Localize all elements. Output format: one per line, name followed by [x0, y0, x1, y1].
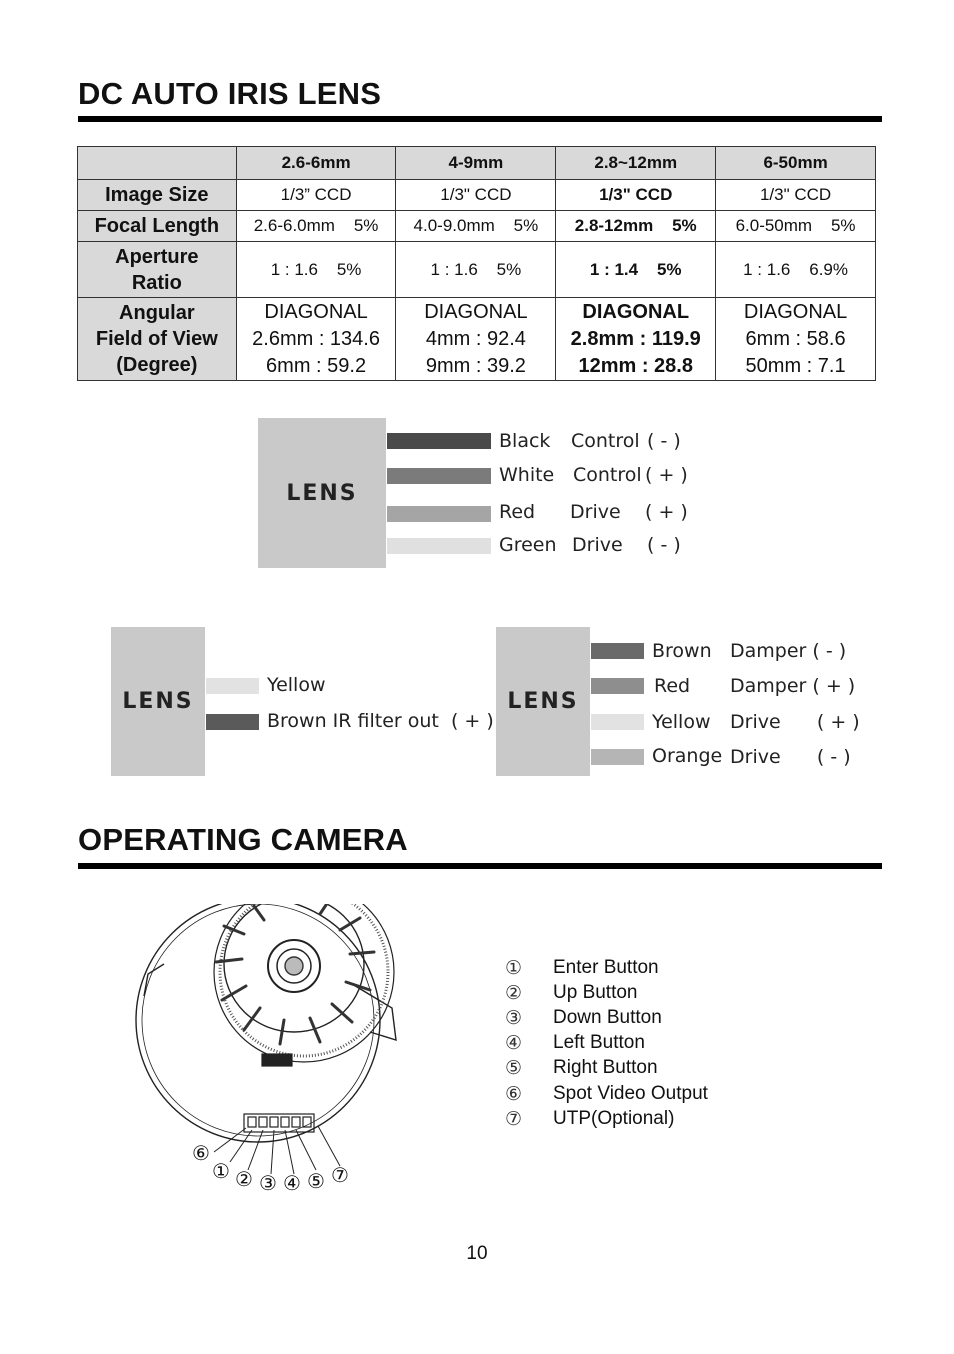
- table-header: 4-9mm: [396, 147, 556, 180]
- wire-func-label: Damper ( + ): [730, 675, 856, 697]
- wire-red: [387, 506, 491, 522]
- camera-drawing: [134, 904, 404, 1194]
- wire-orange: [591, 749, 644, 765]
- legend-label: Enter Button: [553, 956, 659, 978]
- table-cell: DIAGONAL 4mm : 92.4 9mm : 39.2: [396, 298, 556, 381]
- table-row: [78, 180, 876, 211]
- callout-1: ①: [212, 1159, 230, 1183]
- wire-sign-label: ( - ): [647, 534, 681, 556]
- legend-label: Up Button: [553, 981, 638, 1003]
- table-cell: 1 : 1.6 5%: [236, 242, 396, 298]
- legend-number: ④: [505, 1032, 523, 1055]
- wire-sign-label: ( + ): [645, 501, 688, 523]
- legend-label: UTP(Optional): [553, 1107, 675, 1129]
- wire-func-label: Drive ( - ): [730, 746, 851, 768]
- wire-func-label: Damper ( - ): [730, 640, 847, 662]
- wire-color-label: Red: [654, 675, 691, 697]
- wire-color-label: Black: [499, 430, 551, 452]
- legend-label: Down Button: [553, 1006, 662, 1028]
- list-item: [505, 1056, 708, 1081]
- list-item: [505, 955, 708, 980]
- callout-4: ④: [283, 1171, 301, 1194]
- wire-yellow: [591, 714, 644, 730]
- callout-5: ⑤: [307, 1169, 325, 1193]
- section-title-operating: OPERATING CAMERA: [78, 822, 408, 857]
- table-cell: 1/3” CCD: [236, 180, 396, 211]
- table-header: 2.8~12mm: [556, 147, 716, 180]
- callout-3: ③: [259, 1171, 277, 1194]
- table-header-blank: [78, 147, 237, 180]
- wire-func-label: Drive: [570, 501, 621, 523]
- wire-sign-label: ( + ): [645, 464, 688, 486]
- wire-func-label: Control: [571, 430, 640, 452]
- wire-brown: [591, 643, 644, 659]
- wire-func-label: Drive ( + ): [730, 711, 860, 733]
- table-cell: 1 : 1.4 5%: [556, 242, 716, 298]
- legend-number: ⑦: [505, 1107, 523, 1130]
- legend-label: Left Button: [553, 1032, 645, 1054]
- wire-color-label: White: [499, 464, 555, 486]
- table-cell: 1/3" CCD: [716, 180, 876, 211]
- table-cell: 2.6-6.0mm 5%: [236, 211, 396, 242]
- row-label: Focal Length: [78, 211, 237, 242]
- lens-box: LENS: [258, 418, 386, 568]
- row-label: Image Size: [78, 180, 237, 211]
- legend-number: ③: [505, 1006, 523, 1029]
- wire-func-label: Control: [573, 464, 642, 486]
- list-item: [505, 1106, 708, 1131]
- list-item: [505, 1031, 708, 1056]
- table-cell: 1/3" CCD: [556, 180, 716, 211]
- table-row: [78, 242, 876, 298]
- legend-label: Right Button: [553, 1057, 658, 1079]
- wire-color-label: Orange: [652, 745, 723, 767]
- legend-label: Spot Video Output: [553, 1082, 708, 1104]
- row-label: Aperture Ratio: [78, 242, 237, 298]
- table-cell: DIAGONAL 2.8mm : 119.9 12mm : 28.8: [556, 298, 716, 381]
- section-rule: [78, 863, 882, 869]
- table-cell: 2.8-12mm 5%: [556, 211, 716, 242]
- table-cell: DIAGONAL 2.6mm : 134.6 6mm : 59.2: [236, 298, 396, 381]
- table-cell: DIAGONAL 6mm : 58.6 50mm : 7.1: [716, 298, 876, 381]
- wire-func-label: Drive: [572, 534, 623, 556]
- list-item: [505, 980, 708, 1005]
- table-cell: 1 : 1.6 5%: [396, 242, 556, 298]
- list-item: [505, 1005, 708, 1030]
- legend-number: ⑤: [505, 1057, 523, 1080]
- callout-6: ⑥: [192, 1141, 210, 1165]
- table-header: 2.6-6mm: [236, 147, 396, 180]
- wire-color-label: Yellow: [652, 711, 711, 733]
- wire-color-label: Green: [499, 534, 557, 556]
- callout-2: ②: [235, 1167, 253, 1191]
- table-cell: 1/3" CCD: [396, 180, 556, 211]
- wire-black: [387, 433, 491, 449]
- table-cell: 4.0-9.0mm 5%: [396, 211, 556, 242]
- list-item: [505, 1081, 708, 1106]
- lens-box: LENS: [496, 627, 590, 776]
- callout-7: ⑦: [331, 1163, 349, 1187]
- section-rule: [78, 116, 882, 122]
- table-row: [78, 211, 876, 242]
- table-cell: 6.0-50mm 5%: [716, 211, 876, 242]
- wire-label: Yellow: [267, 674, 326, 696]
- page-number: 10: [466, 1243, 488, 1264]
- legend-number: ②: [505, 981, 523, 1004]
- table-header: 6-50mm: [716, 147, 876, 180]
- lens-box: LENS: [111, 627, 205, 776]
- wire-label: Brown IR filter out ( + ): [267, 710, 494, 732]
- legend-number: ①: [505, 956, 523, 979]
- wire-green: [387, 538, 491, 554]
- wire-yellow: [206, 678, 259, 694]
- table-cell: 1 : 1.6 6.9%: [716, 242, 876, 298]
- legend-number: ⑥: [505, 1082, 523, 1105]
- lens-spec-table: [77, 146, 876, 381]
- wire-red: [591, 678, 644, 694]
- button-legend: [505, 955, 708, 1131]
- wire-color-label: Brown: [652, 640, 712, 662]
- wire-brown: [206, 714, 259, 730]
- wire-white: [387, 468, 491, 484]
- row-label: Angular Field of View (Degree): [78, 298, 237, 381]
- wire-color-label: Red: [499, 501, 536, 523]
- camera-illustration: [134, 904, 404, 1194]
- table-row: [78, 298, 876, 381]
- section-title-iris: DC AUTO IRIS LENS: [78, 76, 382, 111]
- wire-sign-label: ( - ): [647, 430, 681, 452]
